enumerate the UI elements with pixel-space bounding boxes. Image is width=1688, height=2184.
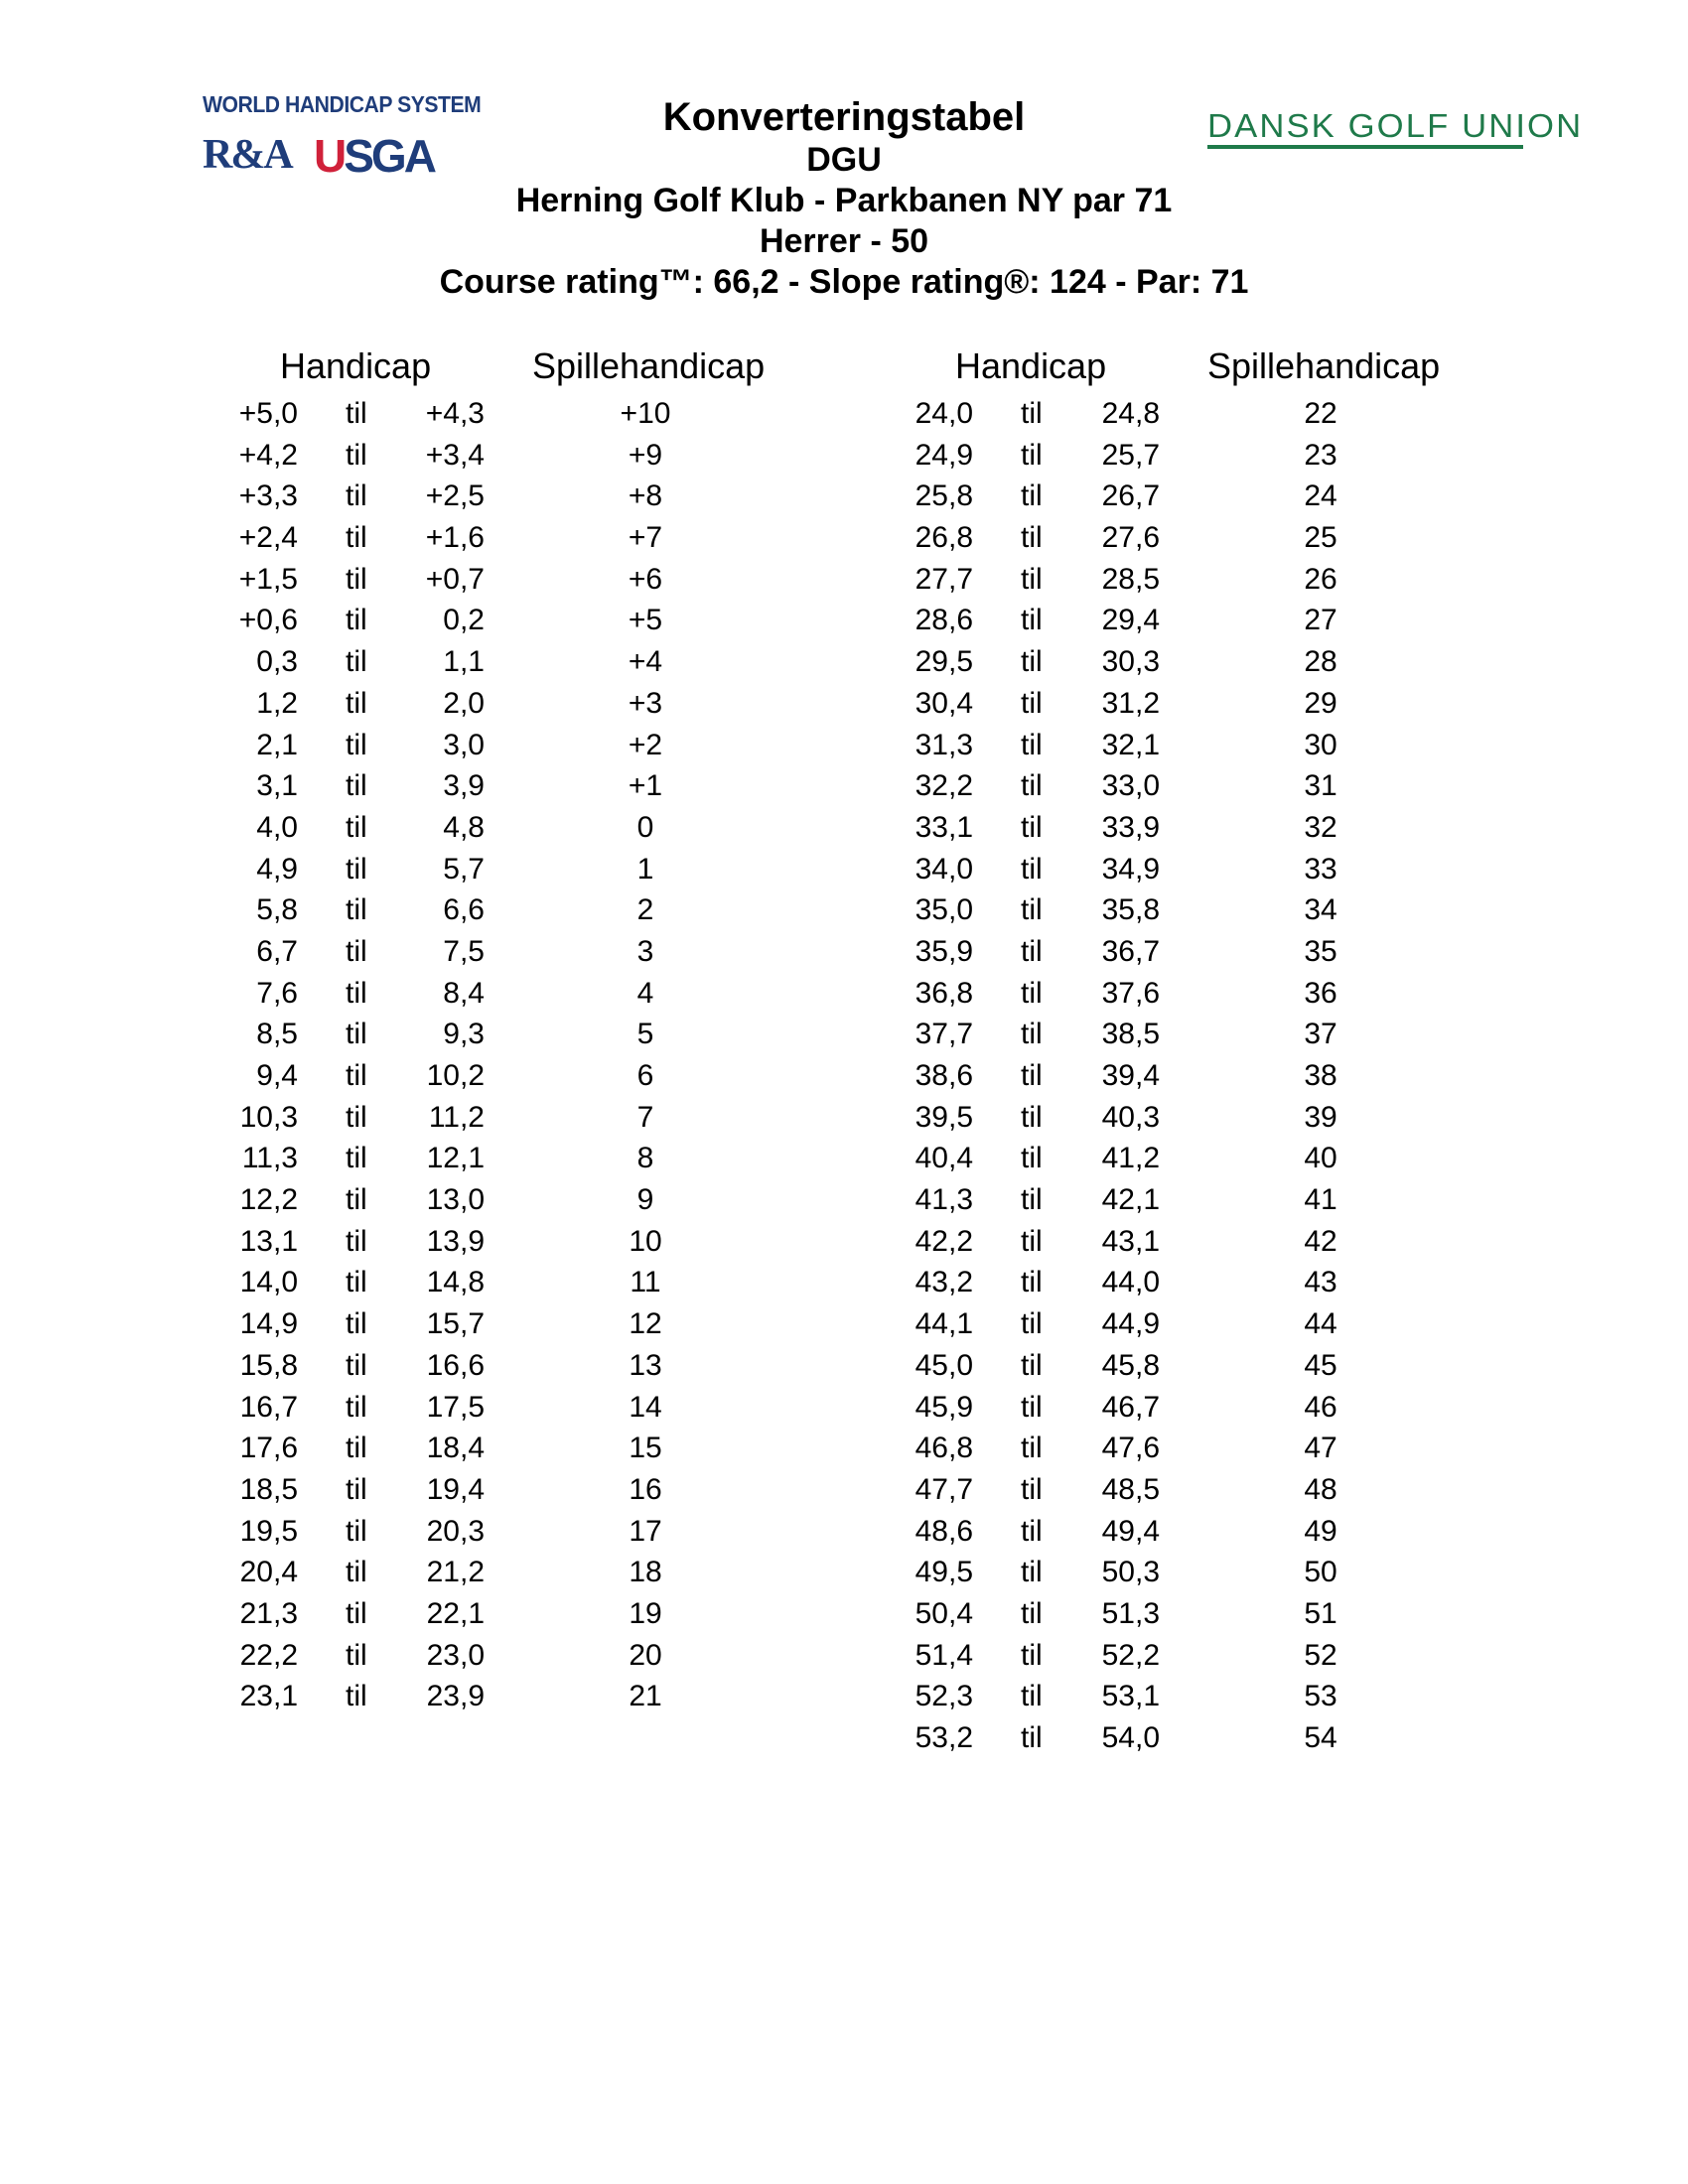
handicap-from: 8,5 [256,1018,298,1051]
spillehandicap-value: 15 [629,1432,662,1465]
handicap-to: 3,0 [443,728,485,761]
handicap-to: 31,2 [1101,686,1160,720]
spillehandicap-value: 32 [1304,810,1337,844]
handicap-to: 44,9 [1101,1307,1160,1341]
handicap-to: 13,0 [426,1183,485,1217]
handicap-from: 39,5 [914,1100,973,1134]
spillehandicap-value: +8 [628,479,663,513]
til-label: til [1021,976,1043,1010]
handicap-from: +0,6 [238,604,298,637]
handicap-from: 14,9 [239,1307,298,1341]
handicap-to: 38,5 [1101,1018,1160,1051]
til-label: til [1021,397,1043,430]
handicap-to: 47,6 [1101,1432,1160,1465]
spillehandicap-value: 7 [636,1100,654,1134]
handicap-to: 6,6 [443,893,485,927]
handicap-from: 11,3 [241,1142,298,1175]
handicap-to: 33,0 [1101,769,1160,803]
til-label: til [1021,562,1043,596]
handicap-to: 45,8 [1101,1348,1160,1382]
til-label: til [346,479,367,513]
handicap-from: 7,6 [256,976,298,1010]
handicap-from: 10,3 [239,1100,298,1134]
spillehandicap-value: 33 [1304,852,1337,886]
handicap-to: 41,2 [1101,1142,1160,1175]
handicap-from: 15,8 [239,1348,298,1382]
handicap-from: 24,0 [914,397,973,430]
handicap-to: 10,2 [426,1059,485,1092]
til-label: til [346,976,367,1010]
handicap-to: 34,9 [1101,852,1160,886]
handicap-to: +1,6 [425,521,485,555]
handicap-from: 47,7 [914,1472,973,1506]
handicap-from: 43,2 [914,1266,973,1299]
handicap-from: 44,1 [914,1307,973,1341]
spillehandicap-value: 12 [629,1307,662,1341]
spillehandicap-value: 39 [1304,1100,1337,1134]
handicap-to: 16,6 [426,1348,485,1382]
til-label: til [1021,1100,1043,1134]
spillehandicap-value: 10 [629,1224,662,1258]
whs-logo-text: WORLD HANDICAP SYSTEM [203,91,482,117]
handicap-from: 42,2 [914,1224,973,1258]
handicap-to: 27,6 [1101,521,1160,555]
handicap-to: 43,1 [1101,1224,1160,1258]
handicap-to: 36,7 [1101,934,1160,968]
handicap-to: +4,3 [425,397,485,430]
handicap-to: 13,9 [426,1224,485,1258]
til-label: til [1021,1307,1043,1341]
handicap-to: 28,5 [1101,562,1160,596]
handicap-from: +1,5 [238,562,298,596]
handicap-to: 26,7 [1101,479,1160,513]
handicap-from: 20,4 [239,1556,298,1589]
handicap-from: 2,1 [256,728,298,761]
til-label: til [346,769,367,803]
spillehandicap-value: 37 [1304,1018,1337,1051]
handicap-to: 8,4 [443,976,485,1010]
til-label: til [346,1432,367,1465]
handicap-from: 27,7 [914,562,973,596]
handicap-from: 22,2 [239,1638,298,1672]
til-label: til [1021,1638,1043,1672]
til-label: til [346,438,367,472]
handicap-to: 33,9 [1101,810,1160,844]
til-label: til [346,852,367,886]
handicap-from: +4,2 [238,438,298,472]
til-label: til [346,893,367,927]
handicap-to: 49,4 [1101,1514,1160,1548]
spillehandicap-header: Spillehandicap [1207,345,1441,386]
handicap-to: 46,7 [1101,1390,1160,1424]
handicap-to: 21,2 [426,1556,485,1589]
handicap-from: 1,2 [256,686,298,720]
til-label: til [1021,479,1043,513]
handicap-to: 44,0 [1101,1266,1160,1299]
spillehandicap-value: 36 [1304,976,1337,1010]
handicap-from: 46,8 [914,1432,973,1465]
til-label: til [1021,1556,1043,1589]
til-label: til [346,1059,367,1092]
handicap-from: +3,3 [238,479,298,513]
handicap-to: 35,8 [1101,893,1160,927]
til-label: til [346,1348,367,1382]
handicap-to: 29,4 [1101,604,1160,637]
spillehandicap-value: 49 [1304,1514,1337,1548]
handicap-to: 12,1 [426,1142,485,1175]
handicap-to: 4,8 [443,810,485,844]
til-label: til [1021,1432,1043,1465]
til-label: til [346,1680,367,1713]
spillehandicap-value: 50 [1304,1556,1337,1589]
spillehandicap-value: 54 [1304,1721,1337,1754]
handicap-to: 11,2 [428,1100,485,1134]
spillehandicap-value: 1 [636,852,654,886]
handicap-to: +2,5 [425,479,485,513]
handicap-to: 32,1 [1101,728,1160,761]
handicap-to: 51,3 [1101,1596,1160,1630]
til-label: til [1021,1721,1043,1754]
handicap-from: 35,0 [914,893,973,927]
handicap-from: 40,4 [914,1142,973,1175]
handicap-from: 31,3 [914,728,973,761]
handicap-from: 6,7 [256,934,298,968]
til-label: til [346,1472,367,1506]
spillehandicap-value: 19 [629,1596,662,1630]
handicap-from: 45,0 [914,1348,973,1382]
spillehandicap-value: 41 [1304,1183,1337,1217]
handicap-to: 1,1 [443,645,485,679]
handicap-header: Handicap [280,345,432,386]
spillehandicap-value: 4 [636,976,654,1010]
til-label: til [1021,1348,1043,1382]
til-label: til [1021,1596,1043,1630]
spillehandicap-value: 8 [636,1142,654,1175]
handicap-from: 21,3 [239,1596,298,1630]
handicap-from: 48,6 [914,1514,973,1548]
handicap-from: 25,8 [914,479,973,513]
handicap-to: 15,7 [426,1307,485,1341]
til-label: til [346,397,367,430]
spillehandicap-value: 34 [1304,893,1337,927]
handicap-to: 23,9 [426,1680,485,1713]
handicap-from: 0,3 [256,645,298,679]
handicap-from: 5,8 [256,893,298,927]
handicap-from: 4,0 [256,810,298,844]
handicap-to: 24,8 [1101,397,1160,430]
til-label: til [346,1224,367,1258]
til-label: til [1021,604,1043,637]
til-label: til [1021,1183,1043,1217]
subtitle-dgu: DGU [806,141,882,179]
spillehandicap-value: 6 [636,1059,654,1092]
spillehandicap-value: 47 [1304,1432,1337,1465]
spillehandicap-value: 52 [1304,1638,1337,1672]
handicap-from: 35,9 [914,934,973,968]
handicap-from: 52,3 [914,1680,973,1713]
handicap-to: 5,7 [443,852,485,886]
handicap-to: 40,3 [1101,1100,1160,1134]
handicap-from: 36,8 [914,976,973,1010]
spillehandicap-value: +4 [628,645,663,679]
handicap-to: 17,5 [426,1390,485,1424]
handicap-from: 30,4 [914,686,973,720]
handicap-from: 3,1 [256,769,298,803]
page-title: Konverteringstabel [662,95,1026,139]
spillehandicap-value: 26 [1304,562,1337,596]
til-label: til [346,1100,367,1134]
handicap-from: +5,0 [238,397,298,430]
spillehandicap-value: 51 [1304,1596,1337,1630]
til-label: til [346,1266,367,1299]
spillehandicap-value: +7 [628,521,663,555]
handicap-from: 49,5 [914,1556,973,1589]
handicap-to: 54,0 [1101,1721,1160,1754]
spillehandicap-value: 44 [1304,1307,1337,1341]
spillehandicap-value: 46 [1304,1390,1337,1424]
til-label: til [1021,521,1043,555]
handicap-from: 51,4 [914,1638,973,1672]
til-label: til [346,1514,367,1548]
usga-logo: USGA [314,130,434,182]
til-label: til [346,645,367,679]
spillehandicap-value: 0 [636,810,654,844]
til-label: til [346,1638,367,1672]
handicap-to: +0,7 [425,562,485,596]
til-label: til [1021,1680,1043,1713]
course-ratings: Course rating™: 66,2 - Slope rating®: 124 - Par: 71 [439,263,1249,301]
til-label: til [1021,1266,1043,1299]
spillehandicap-value: 13 [629,1348,662,1382]
spillehandicap-value: 29 [1304,686,1337,720]
handicap-from: 24,9 [914,438,973,472]
handicap-to: +3,4 [425,438,485,472]
til-label: til [1021,1224,1043,1258]
handicap-from: 4,9 [256,852,298,886]
handicap-to: 39,4 [1101,1059,1160,1092]
spillehandicap-value: 11 [630,1266,661,1299]
til-label: til [346,1018,367,1051]
handicap-from: 37,7 [914,1018,973,1051]
handicap-to: 53,1 [1101,1680,1160,1713]
handicap-from: 41,3 [914,1183,973,1217]
spillehandicap-value: +2 [628,728,663,761]
handicap-from: 34,0 [914,852,973,886]
handicap-to: 7,5 [443,934,485,968]
handicap-to: 3,9 [443,769,485,803]
til-label: til [1021,438,1043,472]
spillehandicap-value: 42 [1304,1224,1337,1258]
handicap-from: 53,2 [914,1721,973,1754]
spillehandicap-value: 48 [1304,1472,1337,1506]
spillehandicap-value: 3 [636,934,654,968]
handicap-from: 28,6 [914,604,973,637]
spillehandicap-value: 40 [1304,1142,1337,1175]
til-label: til [1021,1390,1043,1424]
til-label: til [1021,852,1043,886]
til-label: til [346,1596,367,1630]
spillehandicap-value: 5 [636,1018,654,1051]
til-label: til [346,1142,367,1175]
spillehandicap-value: 22 [1304,397,1337,430]
til-label: til [346,604,367,637]
spillehandicap-value: 31 [1304,769,1337,803]
spillehandicap-value: 18 [629,1556,662,1589]
spillehandicap-value: 30 [1304,728,1337,761]
spillehandicap-value: +6 [628,562,663,596]
dgu-logo-text: DANSK GOLF UNION [1207,107,1584,144]
spillehandicap-value: +9 [628,438,663,472]
til-label: til [1021,1514,1043,1548]
handicap-from: 17,6 [239,1432,298,1465]
handicap-from: 38,6 [914,1059,973,1092]
til-label: til [1021,810,1043,844]
handicap-from: 18,5 [239,1472,298,1506]
handicap-from: 14,0 [239,1266,298,1299]
spillehandicap-value: 24 [1304,479,1337,513]
handicap-from: +2,4 [238,521,298,555]
til-label: til [1021,934,1043,968]
spillehandicap-value: 23 [1304,438,1337,472]
til-label: til [346,521,367,555]
handicap-from: 12,2 [239,1183,298,1217]
til-label: til [1021,1472,1043,1506]
handicap-from: 9,4 [256,1059,298,1092]
spillehandicap-value: 14 [629,1390,662,1424]
spillehandicap-value: 38 [1304,1059,1337,1092]
handicap-from: 33,1 [914,810,973,844]
spillehandicap-value: 28 [1304,645,1337,679]
title-block [0,95,1688,303]
handicap-to: 19,4 [426,1472,485,1506]
til-label: til [346,1183,367,1217]
handicap-to: 50,3 [1101,1556,1160,1589]
til-label: til [1021,728,1043,761]
handicap-from: 45,9 [914,1390,973,1424]
til-label: til [1021,645,1043,679]
spillehandicap-value: +5 [628,604,663,637]
spillehandicap-value: +1 [628,769,663,803]
handicap-to: 42,1 [1101,1183,1160,1217]
spillehandicap-value: 21 [629,1680,662,1713]
til-label: til [1021,893,1043,927]
til-label: til [346,686,367,720]
spillehandicap-value: 27 [1304,604,1337,637]
handicap-to: 37,6 [1101,976,1160,1010]
til-label: til [346,1390,367,1424]
handicap-to: 52,2 [1101,1638,1160,1672]
til-label: til [1021,1142,1043,1175]
spillehandicap-value: 17 [629,1514,662,1548]
handicap-to: 22,1 [426,1596,485,1630]
spillehandicap-value: 43 [1304,1266,1337,1299]
spillehandicap-value: 25 [1304,521,1337,555]
handicap-to: 20,3 [426,1514,485,1548]
handicap-to: 14,8 [426,1266,485,1299]
handicap-from: 19,5 [239,1514,298,1548]
handicap-to: 30,3 [1101,645,1160,679]
spillehandicap-value: 2 [636,893,654,927]
til-label: til [346,1307,367,1341]
ra-logo: R&A [203,132,292,178]
spillehandicap-value: 45 [1304,1348,1337,1382]
handicap-header: Handicap [955,345,1107,386]
handicap-from: 13,1 [239,1224,298,1258]
course-name: Herning Golf Klub - Parkbanen NY par 71 [515,182,1173,219]
til-label: til [346,728,367,761]
spillehandicap-header: Spillehandicap [532,345,766,386]
til-label: til [1021,769,1043,803]
handicap-to: 25,7 [1101,438,1160,472]
handicap-to: 48,5 [1101,1472,1160,1506]
spillehandicap-value: 35 [1304,934,1337,968]
spillehandicap-value: 53 [1304,1680,1337,1713]
spillehandicap-value: 16 [629,1472,662,1506]
handicap-to: 0,2 [443,604,485,637]
handicap-to: 18,4 [426,1432,485,1465]
handicap-from: 26,8 [914,521,973,555]
til-label: til [1021,1018,1043,1051]
handicap-from: 50,4 [914,1596,973,1630]
til-label: til [1021,686,1043,720]
spillehandicap-value: 9 [636,1183,654,1217]
handicap-to: 9,3 [443,1018,485,1051]
handicap-from: 32,2 [914,769,973,803]
til-label: til [346,562,367,596]
spillehandicap-value: 20 [629,1638,662,1672]
til-label: til [346,1556,367,1589]
spillehandicap-value: +10 [620,397,671,430]
handicap-to: 2,0 [443,686,485,720]
til-label: til [346,810,367,844]
til-label: til [1021,1059,1043,1092]
handicap-from: 29,5 [914,645,973,679]
tee-category: Herrer - 50 [759,222,929,260]
handicap-from: 16,7 [239,1390,298,1424]
til-label: til [346,934,367,968]
handicap-from: 23,1 [239,1680,298,1713]
spillehandicap-value: +3 [628,686,663,720]
handicap-to: 23,0 [426,1638,485,1672]
